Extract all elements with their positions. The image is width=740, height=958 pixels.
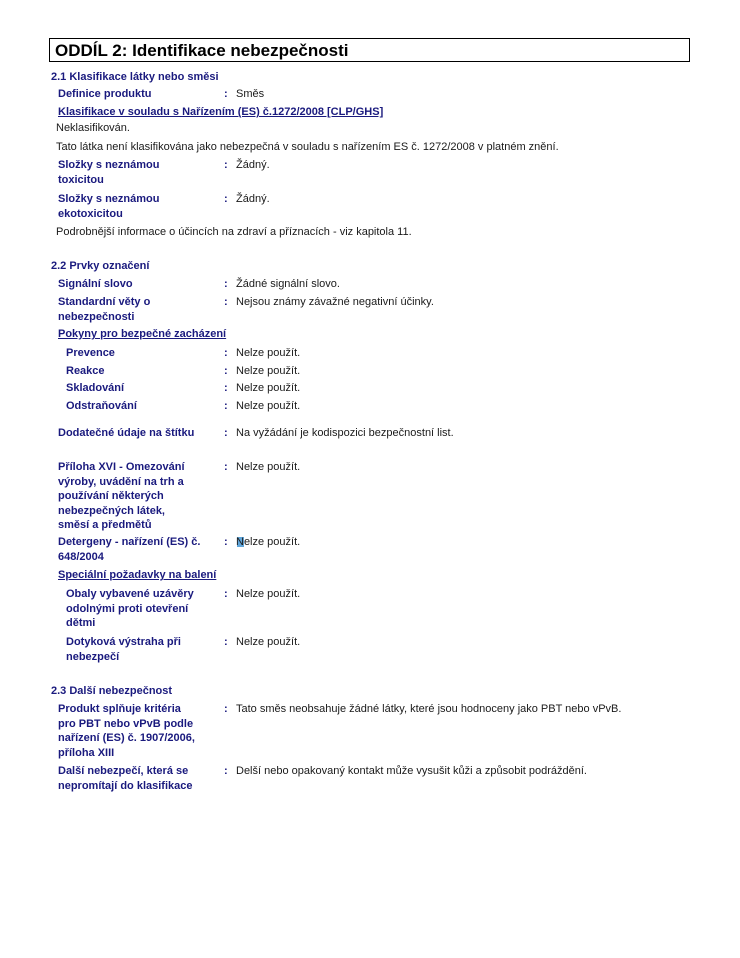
toxicita-value: Žádný. — [236, 159, 270, 171]
odstranovani-value: Nelze použít. — [236, 400, 301, 412]
specialni-pozadavky-link[interactable]: Speciální požadavky na balení — [58, 569, 217, 581]
detergeny-label-line1: Detergeny - nařízení (ES) č. — [58, 536, 201, 548]
priloha-label-line5: směsí a předmětů — [58, 519, 152, 531]
pbt-label-line2: pro PBT nebo vPvB podle — [58, 718, 194, 730]
tato-latka-text: Tato látka není klasifikována jako nebezpečná v souladu s nařízením ES č. 1272/2008 v platném znění. — [56, 141, 559, 153]
colon: : — [224, 765, 228, 777]
obaly-label-line3: dětmi — [66, 617, 96, 629]
colon: : — [224, 461, 228, 473]
pbt-label-line4: příloha XIII — [58, 747, 115, 759]
dotykova-value: Nelze použít. — [236, 636, 301, 648]
heading-2-1: 2.1 Klasifikace látky nebo směsi — [51, 71, 219, 83]
colon: : — [224, 588, 228, 600]
toxicita-label-line2: toxicitou — [58, 174, 104, 186]
signalni-slovo-value: Žádné signální slovo. — [236, 278, 340, 290]
priloha-label-line1: Příloha XVI - Omezování — [58, 461, 185, 473]
dalsi-nebezpeci-value: Delší nebo opakovaný kontakt může vysušit kůži a způsobit podráždění. — [236, 765, 587, 777]
definice-label: Definice produktu — [58, 88, 152, 100]
prevence-label: Prevence — [66, 347, 115, 359]
dodatecne-udaje-label: Dodatečné údaje na štítku — [58, 427, 195, 439]
obaly-label-line2: odolnými proti otevření — [66, 603, 189, 615]
dotykova-label-line1: Dotyková výstraha při — [66, 636, 181, 648]
skladovani-label: Skladování — [66, 382, 125, 394]
colon: : — [224, 88, 228, 100]
obaly-label-line1: Obaly vybavené uzávěry — [66, 588, 194, 600]
standardni-vety-value: Nejsou známy závažné negativní účinky. — [236, 296, 434, 308]
priloha-label-line3: používání některých — [58, 490, 164, 502]
standardni-vety-label-line1: Standardní věty o — [58, 296, 151, 308]
definice-value: Směs — [236, 88, 265, 100]
section-title-box — [49, 38, 690, 62]
pbt-label-line3: nařízení (ES) č. 1907/2006, — [58, 732, 195, 744]
ekotoxicita-label-line2: ekotoxicitou — [58, 208, 123, 220]
colon: : — [224, 159, 228, 171]
toxicita-label-line1: Složky s neznámou — [58, 159, 160, 171]
detergeny-label-line2: 648/2004 — [58, 551, 104, 563]
reakce-label: Reakce — [66, 365, 105, 377]
colon: : — [224, 382, 228, 394]
dalsi-nebezpeci-label-line1: Další nebezpečí, která se — [58, 765, 189, 777]
colon: : — [224, 703, 228, 715]
colon: : — [224, 347, 228, 359]
heading-2-2: 2.2 Prvky označení — [51, 260, 150, 272]
pbt-value: Tato směs neobsahuje žádné látky, které jsou hodnoceny jako PBT nebo vPvB. — [236, 703, 622, 715]
ekotoxicita-value: Žádný. — [236, 193, 270, 205]
colon: : — [224, 636, 228, 648]
section-title: ODDÍL 2: Identifikace nebezpečnosti — [55, 41, 349, 60]
prevence-value: Nelze použít. — [236, 347, 301, 359]
reakce-value: Nelze použít. — [236, 365, 301, 377]
heading-2-3: 2.3 Další nebezpečnost — [51, 685, 173, 697]
klasifikace-link[interactable]: Klasifikace v souladu s Nařízením (ES) č.1272/2008 [CLP/GHS] — [58, 106, 384, 118]
colon: : — [224, 296, 228, 308]
colon: : — [224, 427, 228, 439]
odstranovani-label: Odstraňování — [66, 400, 137, 412]
priloha-value: Nelze použít. — [236, 461, 301, 473]
podrobnejsi-text: Podrobnější informace o účincích na zdraví a příznacích - viz kapitola 11. — [56, 226, 412, 238]
dodatecne-udaje-value: Na vyžádání je kodispozici bezpečnostní list. — [236, 427, 454, 439]
skladovani-value: Nelze použít. — [236, 382, 301, 394]
colon: : — [224, 278, 228, 290]
ekotoxicita-label-line1: Složky s neznámou — [58, 193, 160, 205]
dalsi-nebezpeci-label-line2: nepromítají do klasifikace — [58, 780, 193, 792]
neklasifikovan-text: Neklasifikován. — [56, 122, 130, 134]
standardni-vety-label-line2: nebezpečnosti — [58, 311, 135, 323]
colon: : — [224, 536, 228, 548]
pbt-label-line1: Produkt splňuje kritéria — [58, 703, 181, 715]
colon: : — [224, 400, 228, 412]
priloha-label-line2: výroby, uvádění na trh a — [58, 476, 184, 488]
dotykova-label-line2: nebezpečí — [66, 651, 120, 663]
detergeny-value: Nelze použít. — [236, 536, 301, 548]
colon: : — [224, 193, 228, 205]
obaly-value: Nelze použít. — [236, 588, 301, 600]
colon: : — [224, 365, 228, 377]
pokyny-link[interactable]: Pokyny pro bezpečné zacházení — [58, 328, 227, 340]
signalni-slovo-label: Signální slovo — [58, 278, 133, 290]
priloha-label-line4: nebezpečných látek, — [58, 505, 165, 517]
